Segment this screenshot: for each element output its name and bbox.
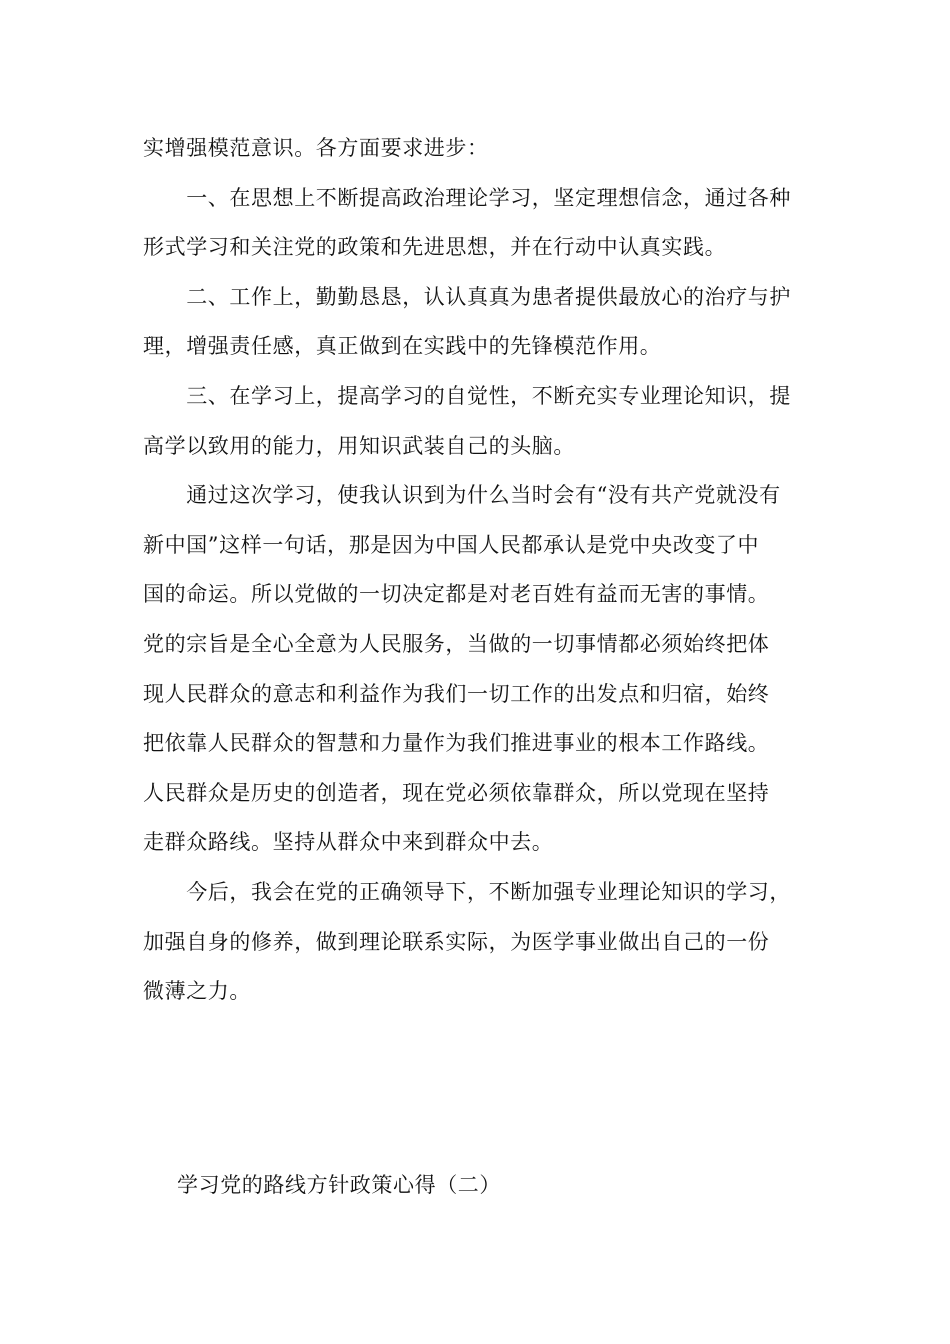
paragraph-conclusion: 今后，我会在党的正确领导下，不断加强专业理论知识的学习， 加强自身的修养，做到理论联系实际，为医学事业做出自己的一份 微薄之力。 bbox=[143, 879, 791, 1004]
document-body bbox=[143, 124, 811, 1017]
paragraph-continuation: 实增强模范意识。各方面要求进步： bbox=[143, 136, 489, 160]
paragraph-point-one: 一、在思想上不断提高政治理论学习，坚定理想信念，通过各种 形式学习和关注党的政策和先进思想，并在行动中认真实践。 bbox=[143, 185, 791, 260]
paragraph-point-three: 三、在学习上，提高学习的自觉性，不断充实专业理论知识，提 高学以致用的能力，用知识武装自己的头脑。 bbox=[143, 383, 791, 458]
section-title: 学习党的路线方针政策心得（二） bbox=[177, 1173, 501, 1197]
paragraph-reflection: 通过这次学习，使我认识到为什么当时会有“没有共产党就没有 新中国”这样一句话，那是因为中国人民都承认是党中央改变了中 国的命运。所以党做的一切决定都是对老百姓有益而无害的事情。 党的宗旨是全心全意为人民服务，当做的一切事情都必须始终把体 现人民群众的意志和利益作为我们一切工作的出发点和归宿，始终 把依靠人民群众的智慧和力量作为我们推进事业的根本工作路线。 人民群众是历史的创造者，现在党必须依靠群众，所以党现在坚持 走群众路线。坚持从群众中来到群众中去。 bbox=[143, 483, 781, 855]
paragraph-point-two: 二、工作上，勤勤恳恳，认认真真为患者提供最放心的治疗与护 理，增强责任感，真正做到在实践中的先锋模范作用。 bbox=[143, 284, 791, 359]
